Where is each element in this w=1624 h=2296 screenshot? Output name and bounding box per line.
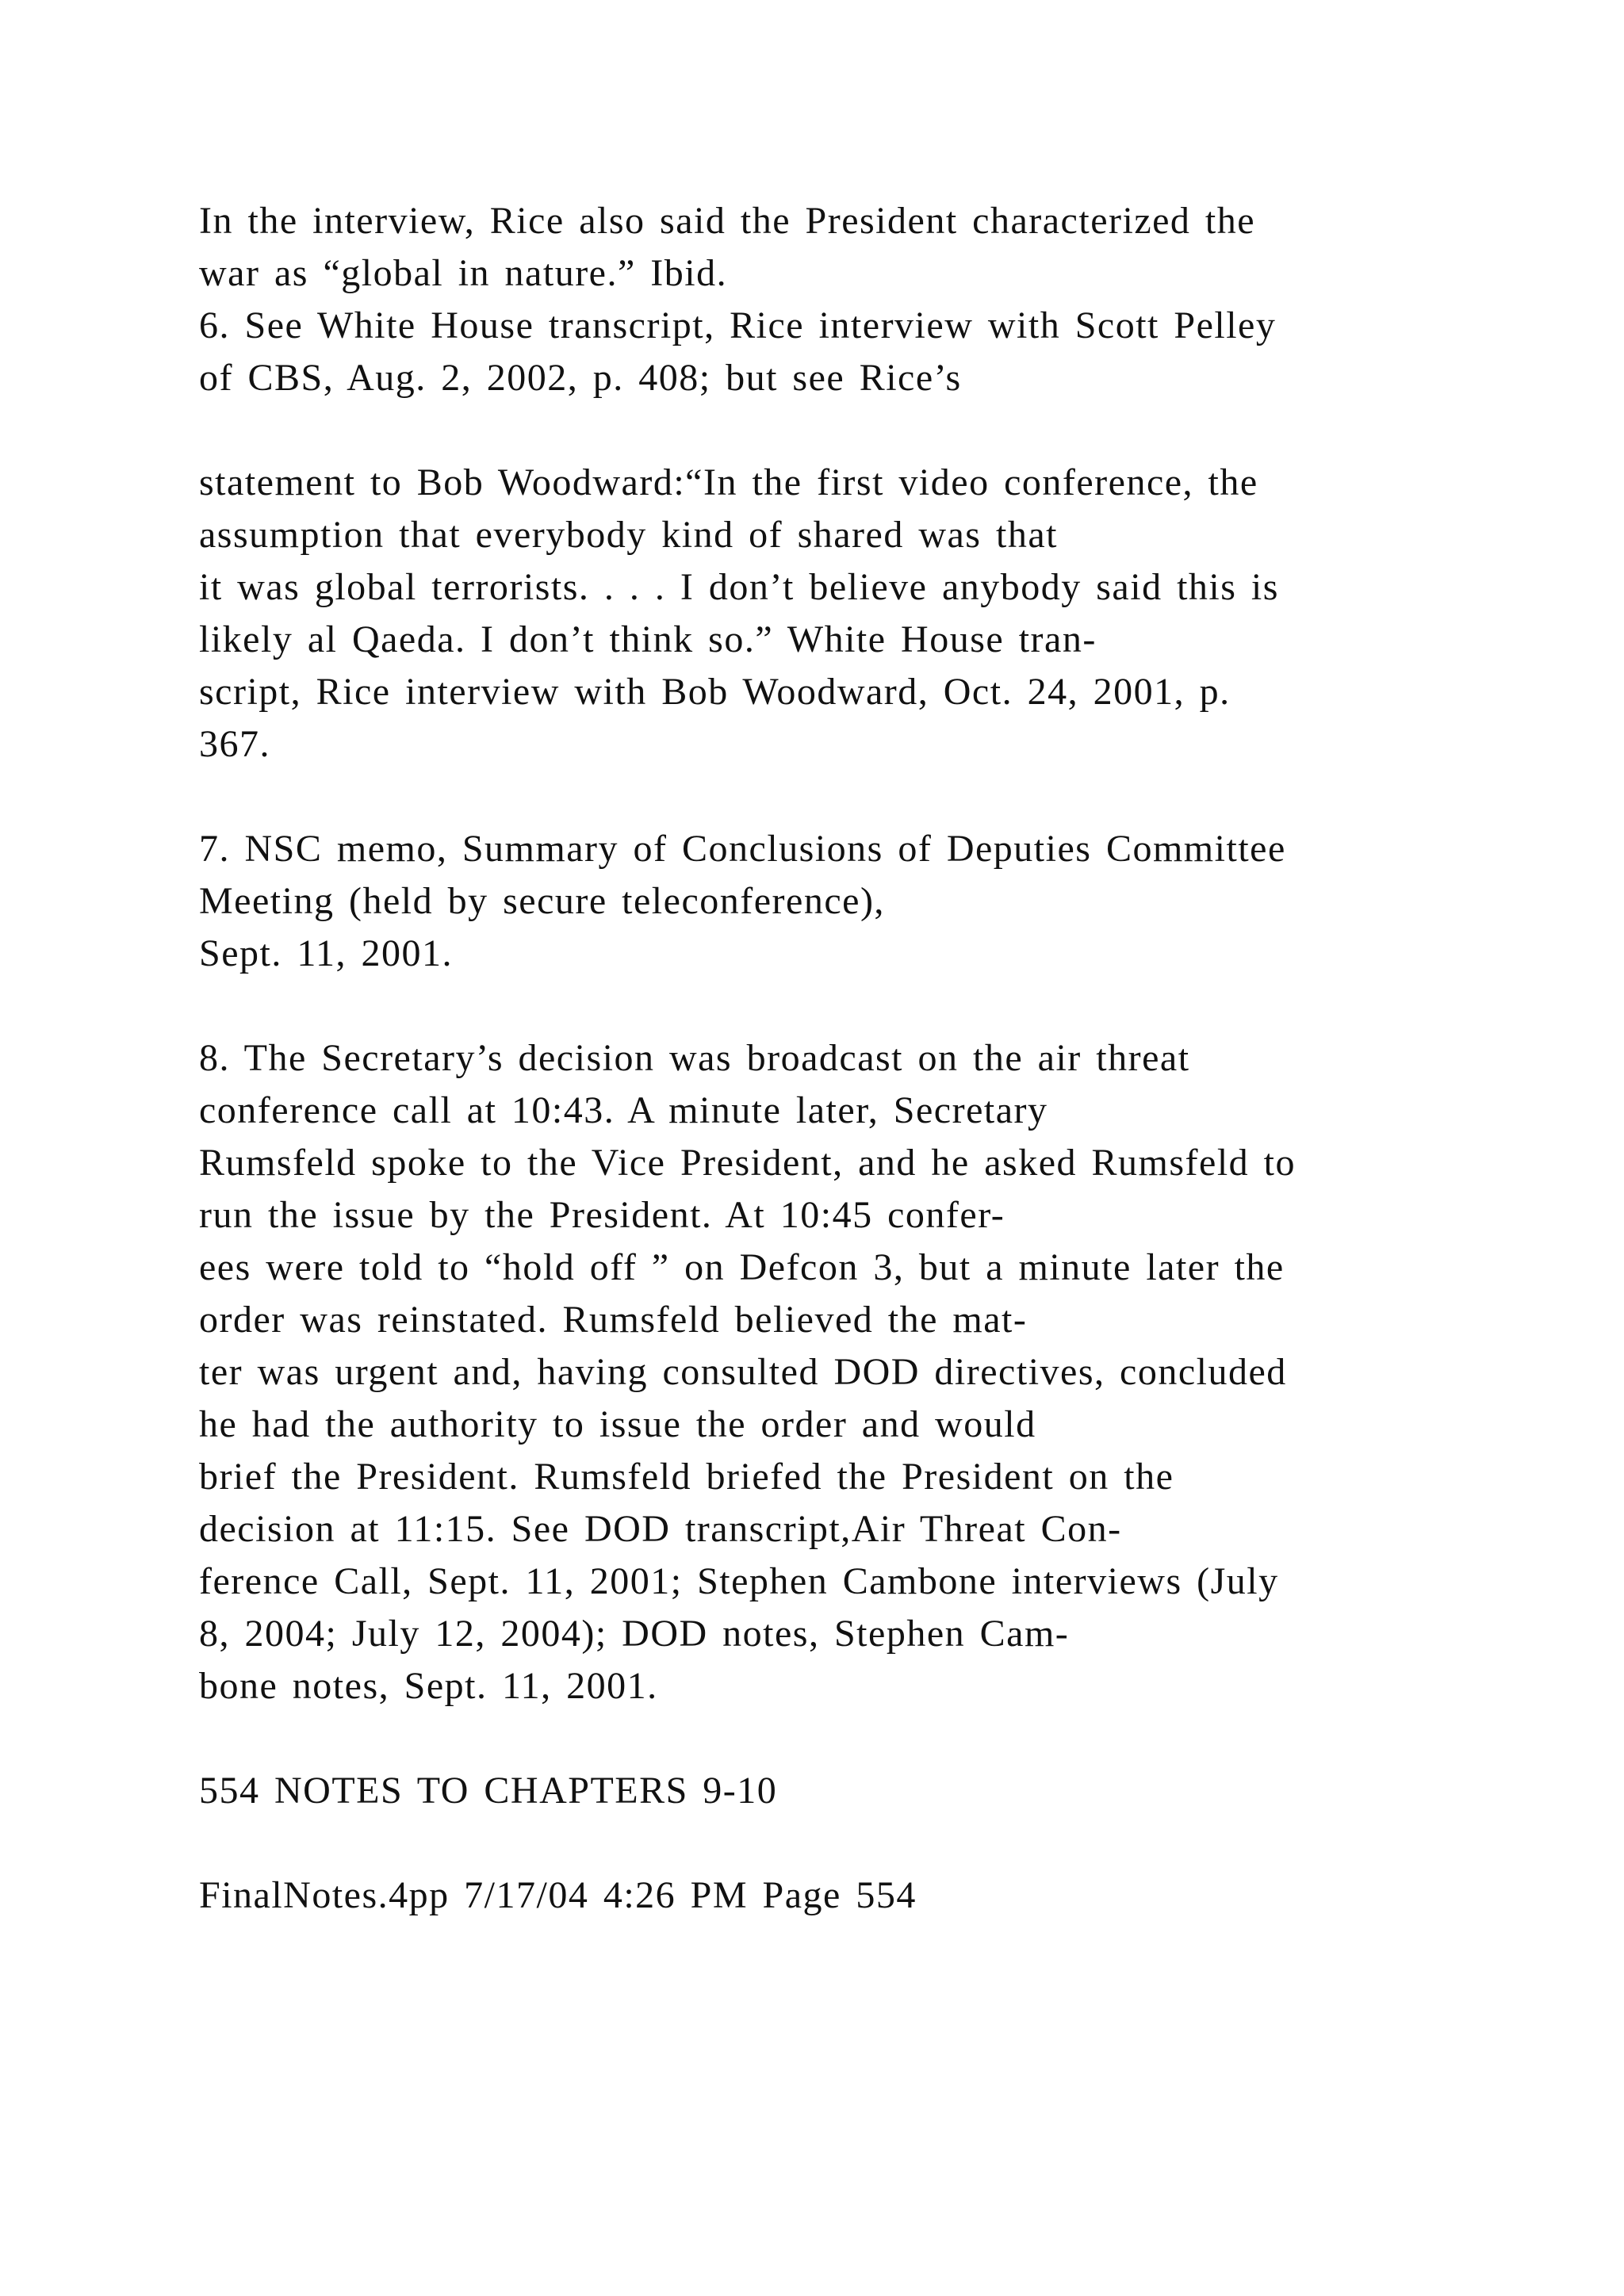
blank-line xyxy=(199,1712,1547,1765)
blank-line xyxy=(199,771,1547,823)
text-line: 8. The Secretary’s decision was broadcast on the air threat xyxy=(199,1037,1190,1079)
text-line: 7. NSC memo, Summary of Conclusions of Deputies Committee xyxy=(199,828,1286,870)
text-line: likely al Qaeda. I don’t think so.” White House tran- xyxy=(199,618,1097,660)
text-line: Meeting (held by secure teleconference), xyxy=(199,880,885,922)
text-line: conference call at 10:43. A minute later, Secretary xyxy=(199,1089,1048,1131)
text-line: statement to Bob Woodward:“In the first video conference, the xyxy=(199,461,1258,503)
blank-line xyxy=(199,1817,1547,1869)
blank-line xyxy=(199,980,1547,1032)
text-line: order was reinstated. Rumsfeld believed the mat- xyxy=(199,1299,1028,1341)
text-line: ference Call, Sept. 11, 2001; Stephen Cambone interviews (July xyxy=(199,1560,1279,1602)
text-line: run the issue by the President. At 10:45 confer- xyxy=(199,1194,1005,1236)
text-line: decision at 11:15. See DOD transcript,Air Threat Con- xyxy=(199,1508,1122,1550)
text-line: 8, 2004; July 12, 2004); DOD notes, Stephen Cam- xyxy=(199,1613,1070,1655)
text-line: war as “global in nature.” Ibid. xyxy=(199,252,728,294)
notes-text xyxy=(199,195,1547,1922)
text-line: Sept. 11, 2001. xyxy=(199,932,454,974)
file-slug: FinalNotes.4pp 7/17/04 4:26 PM Page 554 xyxy=(199,1874,917,1916)
text-line: 367. xyxy=(199,723,270,765)
text-line: it was global terrorists. . . . I don’t believe anybody said this is xyxy=(199,566,1279,608)
text-line: he had the authority to issue the order and would xyxy=(199,1403,1036,1445)
text-line: 6. See White House transcript, Rice interview with Scott Pelley xyxy=(199,304,1277,346)
text-line: ees were told to “hold off ” on Defcon 3, but a minute later the xyxy=(199,1246,1285,1288)
text-line: In the interview, Rice also said the President characterized the xyxy=(199,200,1256,242)
blank-line xyxy=(199,404,1547,457)
text-line: script, Rice interview with Bob Woodward, Oct. 24, 2001, p. xyxy=(199,671,1231,713)
text-line: brief the President. Rumsfeld briefed the President on the xyxy=(199,1456,1174,1498)
text-line: assumption that everybody kind of shared was that xyxy=(199,514,1058,556)
text-line: of CBS, Aug. 2, 2002, p. 408; but see Rice’s xyxy=(199,357,962,399)
text-line: ter was urgent and, having consulted DOD directives, concluded xyxy=(199,1351,1287,1393)
text-line: bone notes, Sept. 11, 2001. xyxy=(199,1665,658,1707)
text-line: Rumsfeld spoke to the Vice President, and he asked Rumsfeld to xyxy=(199,1142,1297,1184)
page-footer-title: 554 NOTES TO CHAPTERS 9-10 xyxy=(199,1770,778,1812)
